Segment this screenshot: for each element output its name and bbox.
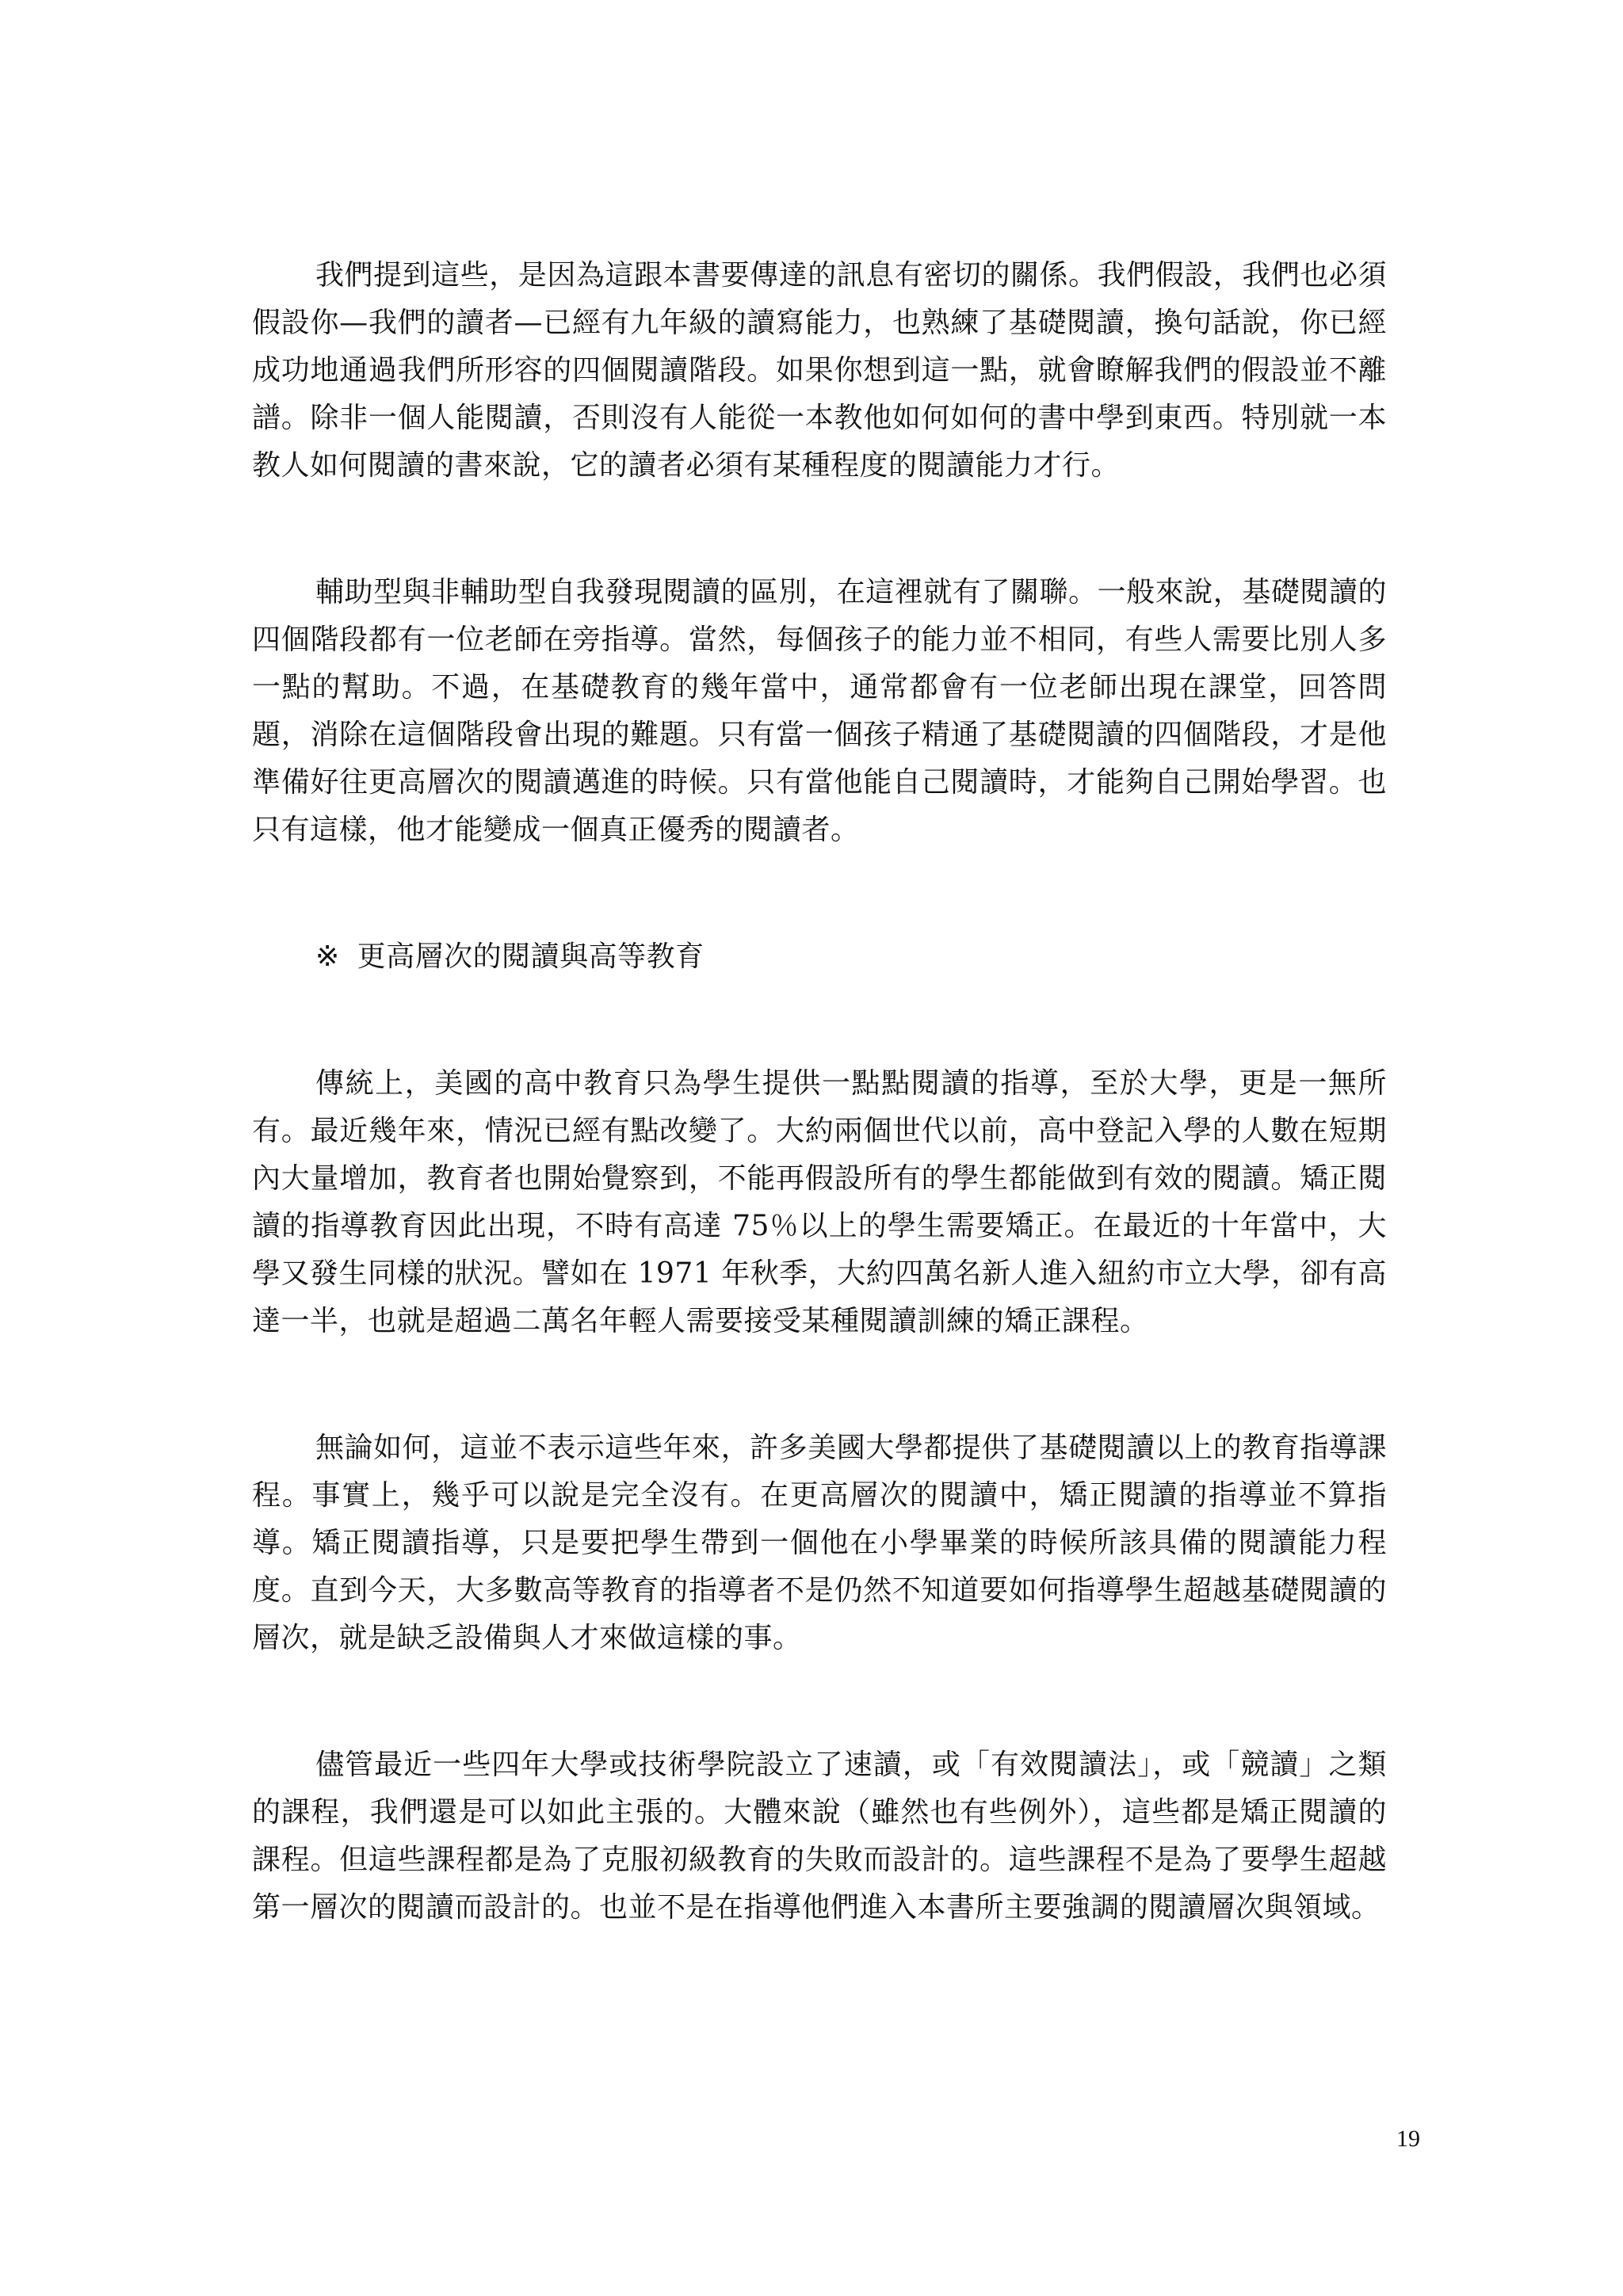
page-number: 19 [1396,2126,1420,2152]
section-paragraph-2: 無論如何，這並不表示這些年來，許多美國大學都提供了基礎閱讀以上的教育指導課程。事實上，幾乎可以說是完全沒有。在更高層次的閱讀中，矯正閱讀的指導並不算指導。矯正閱讀指導，只是要把學生帶到一個他在小學畢業的時候所該具備的閱讀能力程度。直到今天，大多數高等教育的指導者不是仍然不知道要如何指導學生超越基礎閱讀的層次，就是缺乏設備與人才來做這樣的事。 [252,1432,1387,1654]
body-paragraph-2: 輔助型與非輔助型自我發現閱讀的區別，在這裡就有了關聯。一般來說，基礎閱讀的四個階段都有一位老師在旁指導。當然，每個孩子的能力並不相同，有些人需要比別人多一點的幫助。不過，在基礎教育的幾年當中，通常都會有一位老師出現在課堂，回答問題，消除在這個階段會出現的難題。只有當一個孩子精通了基礎閱讀的四個階段，才是他準備好往更高層次的閱讀邁進的時候。只有當他能自己閱讀時，才能夠自己開始學習。也只有這樣，他才能變成一個真正優秀的閱讀者。 [252,576,1387,846]
section-paragraph-3: 儘管最近一些四年大學或技術學院設立了速讀，或「有效閱讀法」，或「競讀」之類的課程，我們還是可以如此主張的。大體來說（雖然也有些例外），這些都是矯正閱讀的課程。但這些課程都是為了克服初級教育的失敗而設計的。這些課程不是為了要學生超越第一層次的閱讀而設計的。也並不是在指導他們進入本書所主要強調的閱讀層次與領域。 [252,1749,1387,1924]
section-paragraph-1: 傳統上，美國的高中教育只為學生提供一點點閱讀的指導，至於大學，更是一無所有。最近幾年來，情況已經有點改變了。大約兩個世代以前，高中登記入學的人數在短期內大量增加，教育者也開始覺察到，不能再假設所有的學生都能做到有效的閱讀。矯正閱讀的指導教育因此出現，不時有高達 75％以上的學生需要矯正。在最近的十年當中，大學又發生同樣的狀況。譬如在 1971 年秋季，大約四萬名新人進入紐約市立大學，卻有高達一半，也就是超過二萬名年輕人需要接受某種閱讀訓練的矯正課程。 [252,1067,1387,1337]
section-title: 更高層次的閱讀與高等教育 [357,940,705,973]
section-heading [252,933,1387,981]
reference-mark-icon: ※ [315,940,340,973]
page-body [252,252,1387,1932]
body-paragraph-1: 我們提到這些，是因為這跟本書要傳達的訊息有密切的關係。我們假設，我們也必須假設你—我們的讀者—已經有九年級的讀寫能力，也熟練了基礎閱讀，換句話說，你已經成功地通過我們所形容的四個閱讀階段。如果你想到這一點，就會瞭解我們的假設並不離譜。除非一個人能閱讀，否則沒有人能從一本教他如何如何的書中學到東西。特別就一本教人如何閱讀的書來說，它的讀者必須有某種程度的閱讀能力才行。 [252,259,1387,482]
